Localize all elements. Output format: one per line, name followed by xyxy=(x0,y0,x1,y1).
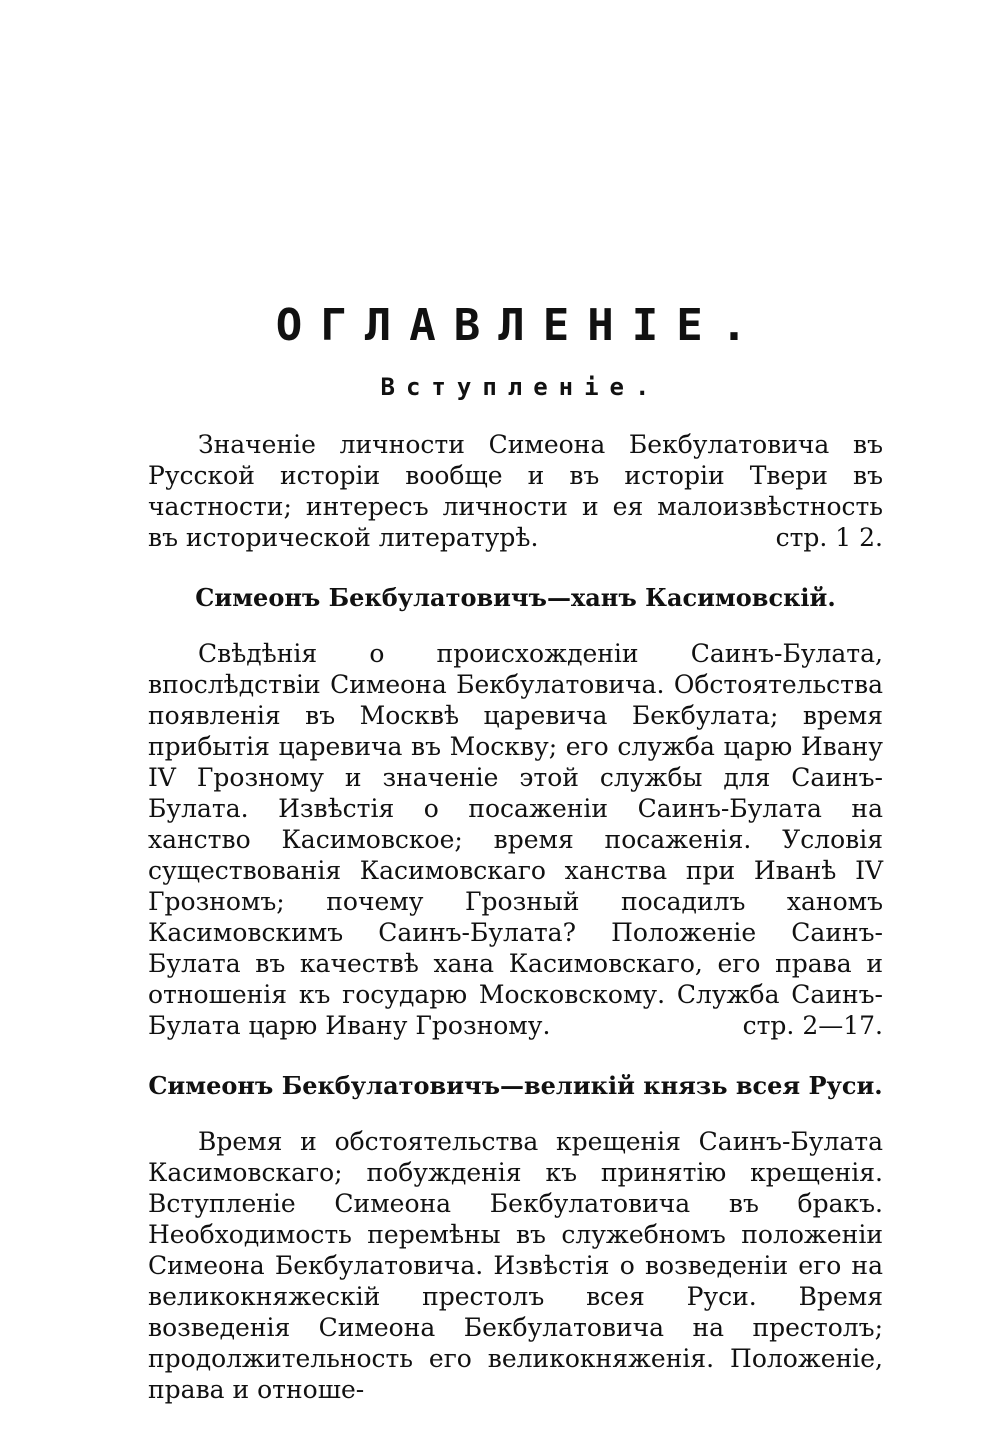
section-heading-kasimov-khan: Симеонъ Бекбулатовичъ—ханъ Касимовскiй. xyxy=(195,583,836,612)
section-text-introduction xyxy=(148,429,883,553)
page-reference: стр. 1 2. xyxy=(775,523,883,552)
section-text: Свѣдѣнiя о происхожденiи Саинъ-Булата, впослѣдствiи Симеона Бекбулатовича. Обстоятельства появленiя въ Москвѣ царевича Бекбулата; время прибытiя царевича въ Москву; его служба царю Ивану IV Грозному и значенiе этой службы для Саинъ-Булата. Извѣстiя о посаженiи Саинъ-Булата на ханство Касимовское; время посаженiя. Условiя существованiя Касимовскаго ханства при Иванѣ IV Грозномъ; почему Грозный посадилъ ханомъ Касимовскимъ Саинъ-Булата? Положенiе Саинъ-Булата въ качествѣ хана Касимовскаго, его права и отношенiя къ государю Московскому. Служба Саинъ-Булата царю Ивану Грозному. xyxy=(148,639,883,1040)
section-text-grand-prince xyxy=(148,1126,883,1405)
document-page xyxy=(148,300,883,1435)
section-text-kasimov-khan xyxy=(148,638,883,1041)
page-title: ОГЛАВЛЕНIЕ. xyxy=(275,300,766,351)
page-reference: стр. 2—17. xyxy=(742,1011,883,1040)
section-text: Время и обстоятельства крещенiя Саинъ-Булата Касимовскаго; побужденiя къ принятiю крещенiя. Вступленiе Симеона Бекбулатовича въ бракъ. Необходимость перемѣны въ служебномъ положенiи Симеона Бекбулатовича. Извѣстiя о возведенiи его на великокняжескiй престолъ всея Руси. Время возведенiя Симеона Бекбулатовича на престолъ; продолжительность его великокняженiя. Положенiе, права и отноше- xyxy=(148,1127,883,1404)
section-heading-grand-prince: Симеонъ Бекбулатовичъ—великiй князь всея Руси. xyxy=(148,1071,883,1100)
section-heading-introduction: Вступленiе. xyxy=(380,373,661,401)
section-text: Значенiе личности Симеона Бекбулатовича въ Русской исторiи вообще и въ исторiи Твери въ частности; интересъ личности и ея малоизвѣстность въ исторической литературѣ. xyxy=(148,430,883,552)
